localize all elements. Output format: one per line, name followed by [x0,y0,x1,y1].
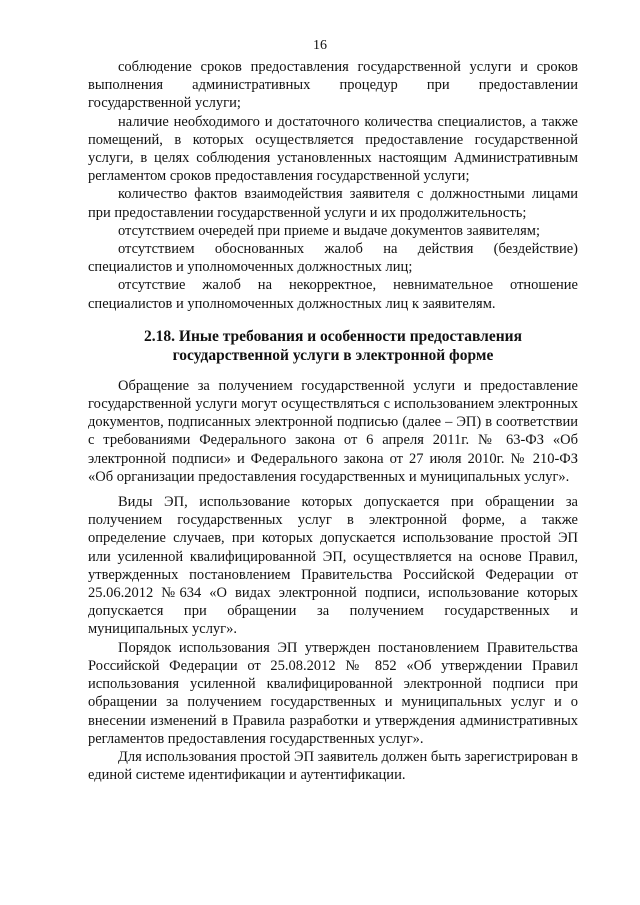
document-body [88,58,578,784]
paragraph: отсутствие жалоб на некорректное, невнимательное отношение специалистов и уполномоченных должностных лиц к заявителям. [88,277,578,312]
paragraph: наличие необходимого и достаточного количества специалистов, а также помещений, в которых осуществляется предоставление государственной услуги, в целях соблюдения установленных настоящим Административным регламентом сроков предоставления государственной услуги; [88,113,578,185]
page-number: 16 [313,38,327,53]
paragraph: отсутствием очередей при приеме и выдаче документов заявителям; [118,222,540,239]
paragraph: Обращение за получением государственной услуги и предоставление государственной услуги могут осуществляться с использованием электронных документов, подписанных электронной подписью (далее – ЭП) в соответствии с требованиями Федерального закона от 6 апреля 2011г. № 63-ФЗ «Об электронной подписи» и Федерального закона от 27 июля 2010г. № 210-ФЗ «Об организации предоставления государственных и муниципальных услуг». [88,377,578,485]
paragraph: Порядок использования ЭП утвержден постановлением Правительства Российской Федерации от 25.08.2012 № 852 «Об утверждении Правил использования усиленной квалифицированной электронной подписи при обращении за получением государственных и муниципальных услуг и о внесении изменений в Правила разработки и утверждения административных регламентов предоставления государственных услуг». [88,639,578,747]
section-heading: 2.18. Иные требования и особенности предоставления государственной услуги в электронной форме [144,327,522,364]
paragraph: количество фактов взаимодействия заявителя с должностными лицами при предоставлении государственной услуги и их продолжительность; [88,186,578,221]
paragraph: отсутствием обоснованных жалоб на действия (бездействие) специалистов и уполномоченных должностных лиц; [88,241,578,276]
paragraph: Виды ЭП, использование которых допускается при обращении за получением государственных услуг в электронной форме, а также определение случаев, при которых допускается использование простой ЭП или усиленной квалифицированной ЭП, осуществляется на основе Правил, утвержденных постановлением Правительства Российской Федерации от 25.06.2012 №634 «О видах электронной подписи, использование которых допускается при обращении за получением государственных и муниципальных услуг». [88,494,578,638]
paragraph: соблюдение сроков предоставления государственной услуги и сроков выполнения административных процедур при предоставлении государственной услуги; [88,59,578,112]
paragraph: Для использования простой ЭП заявитель должен быть зарегистрирован в единой системе идентификации и аутентификации. [88,748,578,784]
